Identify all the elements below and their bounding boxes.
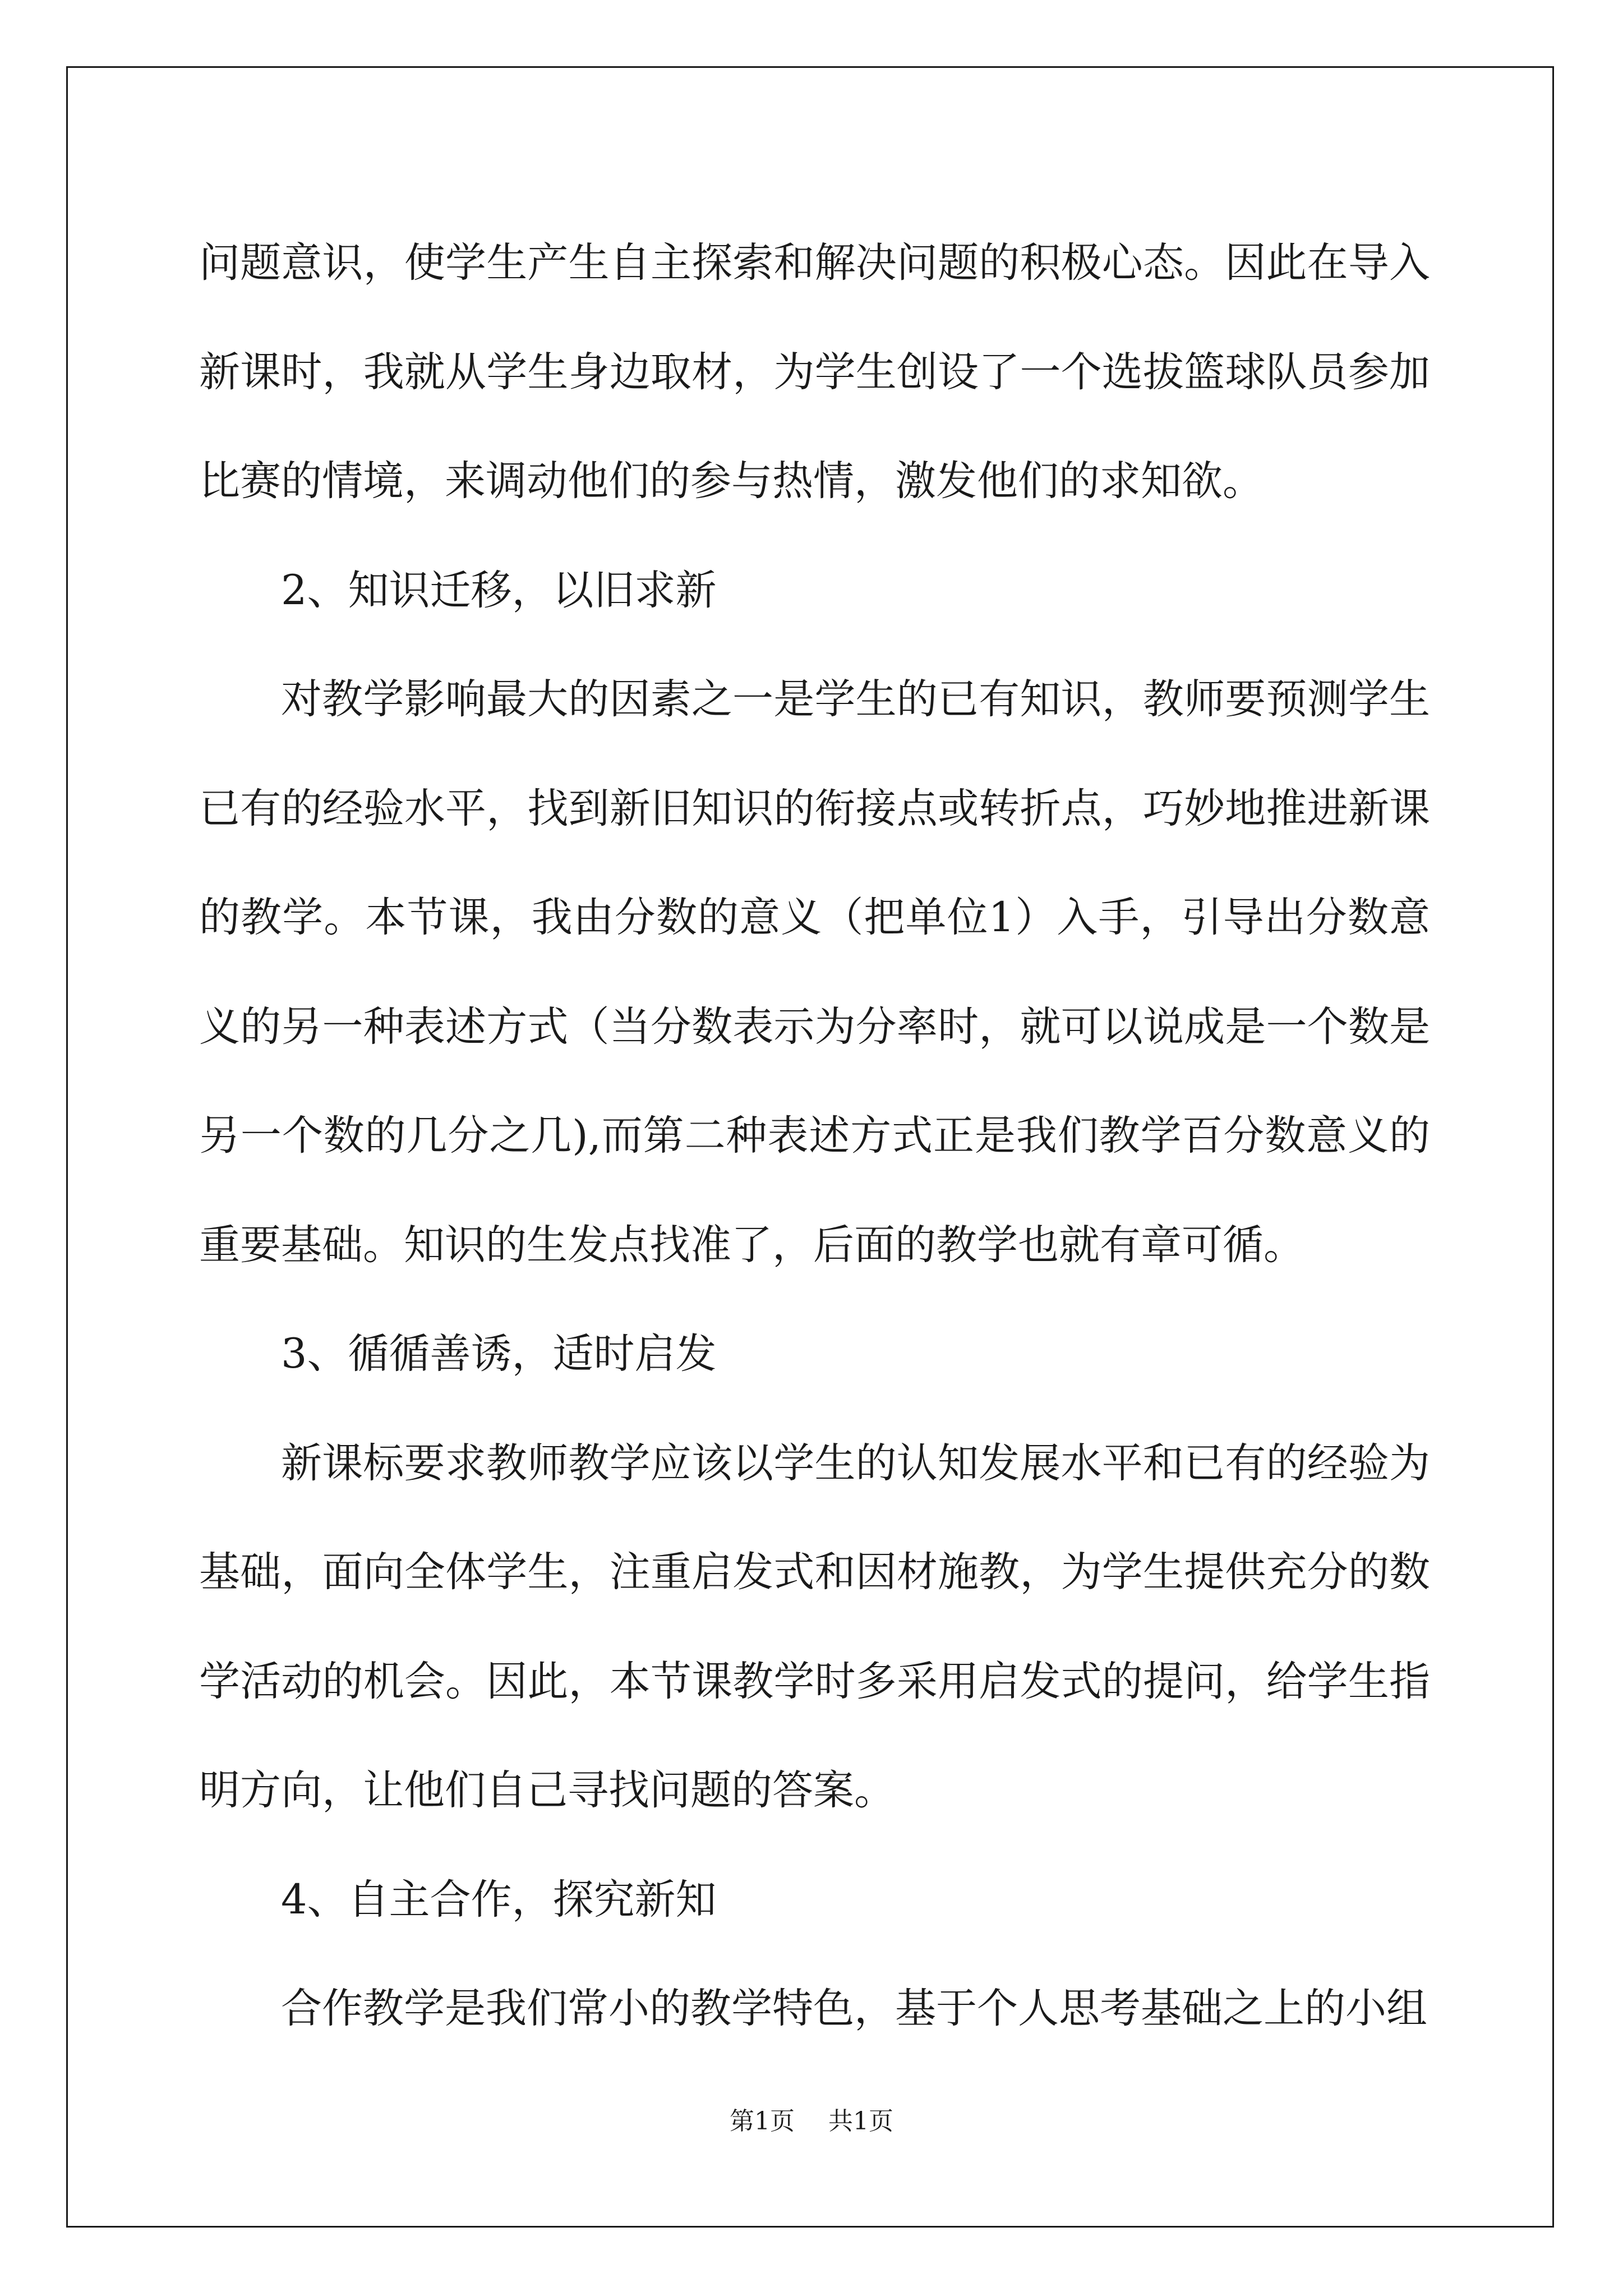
page-number: 第1页 [730, 2107, 795, 2136]
section-heading-2: 2、知识迁移，以旧求新 [281, 566, 717, 614]
page-footer [0, 2105, 1623, 2138]
page-total: 共1页 [828, 2107, 893, 2136]
paragraph-4: 合作教学是我们常小的教学特色，基于个人思考基础之上的小组 [281, 1985, 1427, 2032]
paragraph-3: 新课标要求教师教学应该以学生的认知发展水平和已有的经验为基础，面向全体学生，注重启发式和因材施教，为学生提供充分的数学活动的机会。因此，本节课教学时多采用启发式的提问，给学生指明方向，让他们自己寻找问题的答案。 [199, 1439, 1430, 1814]
section-heading-3: 3、循循善诱，适时启发 [281, 1330, 717, 1378]
paragraph-2: 对教学影响最大的因素之一是学生的已有知识，教师要预测学生已有的经验水平，找到新旧知识的衔接点或转折点，巧妙地推进新课的教学。本节课，我由分数的意义（把单位1）入手，引导出分数意义的另一种表述方式（当分数表示为分率时，就可以说成是一个数是另一个数的几分之几),而第二种表述方式正是我们教学百分数意义的重要基础。知识的生发点找准了，后面的教学也就有章可循。 [199, 675, 1430, 1269]
document-body [199, 209, 1430, 2064]
paragraph-1: 问题意识，使学生产生自主探索和解决问题的积极心态。因此在导入新课时，我就从学生身边取材，为学生创设了一个选拔篮球队员参加比赛的情境，来调动他们的参与热情，激发他们的求知欲。 [199, 239, 1430, 505]
section-heading-4: 4、自主合作，探究新知 [281, 1875, 717, 1924]
